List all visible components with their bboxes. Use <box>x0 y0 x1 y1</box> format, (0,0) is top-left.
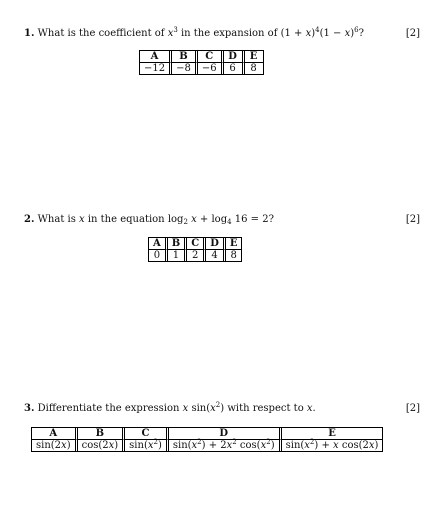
option-label: A <box>149 238 168 250</box>
question-1-text: 1. What is the coefficient of $x^3$ in the expansion of $(1 + x)^4(1 - x)^6$? [2] <box>24 26 420 39</box>
option-label: C <box>125 428 169 440</box>
option-label: D <box>206 238 226 250</box>
option-value: −8 <box>172 63 198 74</box>
question-number: 1. <box>24 28 35 39</box>
math-equation: $\log_2 x + \log_4 16 = 2$ <box>167 214 269 226</box>
option-value: sin(2x) <box>32 440 78 451</box>
option-label: E <box>245 51 263 63</box>
answer-table-1 <box>139 50 264 75</box>
question-2-text: 2. What is x in the equation $\log_2 x + \log_4 16 = 2$? [2] <box>24 214 420 226</box>
option-value: 0 <box>149 250 168 261</box>
math-expression: x $\sin(x^2)$ <box>182 401 225 414</box>
option-label: A <box>32 428 78 440</box>
question-3 <box>24 402 420 416</box>
marks-label: [2] <box>405 403 420 414</box>
option-label: B <box>78 428 126 440</box>
option-label: E <box>226 238 242 250</box>
option-label: E <box>282 428 383 440</box>
question-2 <box>24 213 420 227</box>
answer-table-3 <box>31 427 383 452</box>
option-value: 1 <box>168 250 187 261</box>
option-label: D <box>169 428 282 440</box>
option-value: 8 <box>250 63 257 74</box>
option-value: cos(2x) <box>78 440 126 451</box>
option-label: B <box>172 51 198 63</box>
math-variable: x <box>306 403 313 414</box>
option-value: 2 <box>187 250 206 261</box>
option-value: 4 <box>206 250 226 261</box>
question-number: 2. <box>24 214 35 225</box>
option-value: −12 <box>140 63 172 74</box>
math-term: $x^3$ <box>167 26 178 39</box>
marks-label: [2] <box>405 214 420 225</box>
option-value: −6 <box>198 63 224 74</box>
question-number: 3. <box>24 403 35 414</box>
math-variable: x <box>79 214 85 225</box>
marks-label: [2] <box>405 28 420 39</box>
option-label: B <box>168 238 187 250</box>
question-3-text: 3. Differentiate the expression x $\sin(x^2)$ with respect to x. [2] <box>24 401 420 414</box>
option-value: $\sin(x^2) + x$ cos(2x) <box>285 438 379 451</box>
option-label: C <box>187 238 206 250</box>
option-value: $\sin(x^2) + 2x^2$ $\cos(x^2)$ <box>169 440 282 451</box>
answer-table-2 <box>148 237 242 262</box>
option-label: A <box>140 51 172 63</box>
option-label: C <box>198 51 224 63</box>
option-value: $\sin(x^2)$ <box>125 440 169 451</box>
option-value: 6 <box>224 63 245 74</box>
math-expression: $(1 + x)^4(1 - x)^6$ <box>280 26 359 39</box>
question-1 <box>24 27 420 41</box>
option-label: D <box>224 51 245 63</box>
option-value: 8 <box>230 250 237 261</box>
